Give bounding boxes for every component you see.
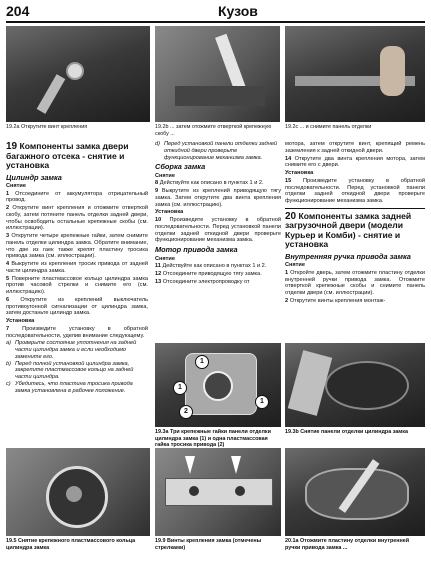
header-rule [6, 21, 425, 23]
step-9: 9 Выкрутите из креплений приводящую тягу замка. Затем открутите два винта крепления замка (см. иллюстрацию). [155, 188, 281, 208]
label-installation: Установка [6, 318, 35, 325]
label-installation-2: Установка [155, 209, 184, 216]
step-2: 2 Открутите винт крепления и отожмите отверткой скобу, затем потяните панель отделки задней двери, чтобы освободить остальные крепежные скобы (см. иллюстрации). [6, 205, 148, 232]
note-d: d) Перед установкой панели отделки задней откидной двери проверьте функционирование механизма замка. [155, 141, 278, 161]
note-c: c) Убедитесь, что пластина тросика привода замка установлена в рабочее положение. [6, 380, 133, 394]
label-removal-2: Снятие [155, 172, 175, 179]
caption-19-2b: 19.2b ... затем отожмите отверткой крепежную скобу ... [155, 124, 272, 137]
photo-19-3b [285, 343, 425, 427]
step-7: 7 Произведите установку в обратной последовательности, уделив внимание следующему. [6, 325, 148, 339]
photo-19-3a [155, 343, 281, 427]
column-1 [6, 141, 148, 394]
column-3 [285, 141, 425, 306]
step-13-continued: мотора, затем открутите винт, крепящий ремень заземления к задней откидной двери. [285, 141, 425, 154]
photo-19-2c [285, 26, 425, 122]
photo-20-1a [285, 448, 425, 536]
label-installation-3: Установка [285, 170, 314, 176]
caption-19-3a: 19.3a Три крепежные гайки панели отделки цилиндра замка (1) и одна пластмассовая гайка тросика привода (2) [155, 429, 271, 449]
callout-2: 2 [179, 405, 193, 419]
section-separator [285, 208, 425, 209]
subheading-lock-cylinder: Цилиндр замка [6, 172, 62, 182]
page-header [0, 0, 431, 22]
callout-1b: 1 [173, 381, 187, 395]
caption-19-2c: 19.2c ... и снимите панель отделки [285, 124, 372, 130]
page-number: 204 [6, 3, 30, 19]
label-removal-3: Снятие [155, 255, 175, 262]
callout-1a: 1 [195, 355, 209, 369]
section-19-heading: 19 Компоненты замка двери багажного отсека - снятие и установка [6, 141, 129, 170]
step-8: 8 Действуйте как описано в пунктах 1 и 2. [155, 180, 264, 187]
section-20-heading: 20 Компоненты замка задней загрузочной двери (модели Курьер и Комби) - снятие и установка [285, 210, 412, 250]
chapter-title: Кузов [218, 3, 258, 19]
step-11: 11 Действуйте как описано в пунктах 1 и 2. [155, 263, 267, 270]
column-2 [155, 141, 281, 287]
step-14: 14 Открутите два винта крепления мотора, затем снимите его с двери. [285, 155, 425, 169]
photo-19-5 [6, 448, 150, 536]
label-removal-4: Снятие [285, 262, 305, 269]
step-3: 3 Открутите четыре крепежные гайки, затем снимите панель отделки цилиндра замка. Обратите внимание, что две из гаек также крепят пластину тросика привода замка (см. иллюстрации). [6, 233, 148, 260]
step-4: 4 Выкрутите из крепления тросик привода от задней части цилиндра замка. [6, 261, 148, 274]
step-20-1: 1 Откройте дверь, затем отожмите пластину отделки внутренней ручки привода замка. Отожмите отверткой крепежные скобы и снимите панель отделки двери (см. иллюстрации). [285, 269, 425, 297]
note-b: b) Перед полной установкой цилиндра замка, закрепите пластмассовое кольцо на задней части цилиндра. [6, 360, 134, 381]
step-6: 6 Открутите из креплений выключатель противоугонной сигнализации от цилиндра замка, затем достаньте цилиндр замка. [6, 296, 148, 317]
subheading-inner-handle: Внутренняя ручка привода замка [285, 251, 411, 261]
caption-19-9: 19.9 Винты крепления замка (отмечены стрелками) [155, 538, 262, 551]
label-removal: Снятие [6, 182, 26, 189]
caption-19-3b: 19.3b Снятие панели отделки цилиндра замка [285, 429, 408, 435]
step-12: 12 Отсоедините приводящую тягу замка. [155, 271, 262, 278]
step-1: 1 Отсоедините от аккумулятора отрицательный провод. [6, 190, 148, 204]
step-5: 5 Поверните пластмассовое кольцо цилиндра замка против часовой стрелки и снимите его (см. иллюстрацию). [6, 275, 149, 296]
caption-19-5: 19.5 Снятие крепежного пластмассового кольца цилиндра замка [6, 538, 136, 551]
note-a: a) Проверьте состояние уплотнения на задней части цилиндра замка и если необходимо замените его. [6, 340, 137, 360]
step-20-2: 2 Открутите винты крепления монтаж- [285, 297, 386, 304]
photo-19-9 [155, 448, 281, 536]
photo-19-2a [6, 26, 150, 122]
subheading-lock-motor: Мотор привода замка [155, 245, 238, 255]
caption-19-2a: 19.2a Открутите винт крепления [6, 124, 88, 130]
step-10: 10 Произведите установку в обратной последовательности. Перед установкой панели отделки задней откидной двери проверьте функционирование механизма замка. [155, 217, 281, 244]
subheading-lock-assembly: Сборка замка [155, 162, 206, 172]
photo-19-2b [155, 26, 280, 122]
callout-1c: 1 [255, 395, 269, 409]
caption-20-1a: 20.1a Отожмите пластину отделки внутренней ручки привода замка ... [285, 538, 410, 551]
step-15: 15 Произведите установку в обратной последовательности. Перед установкой панели отделки задней откидной двери проверьте функционирование механизма замка. [285, 177, 425, 204]
step-13: 13 Отсоедините электропроводку от [155, 278, 250, 285]
